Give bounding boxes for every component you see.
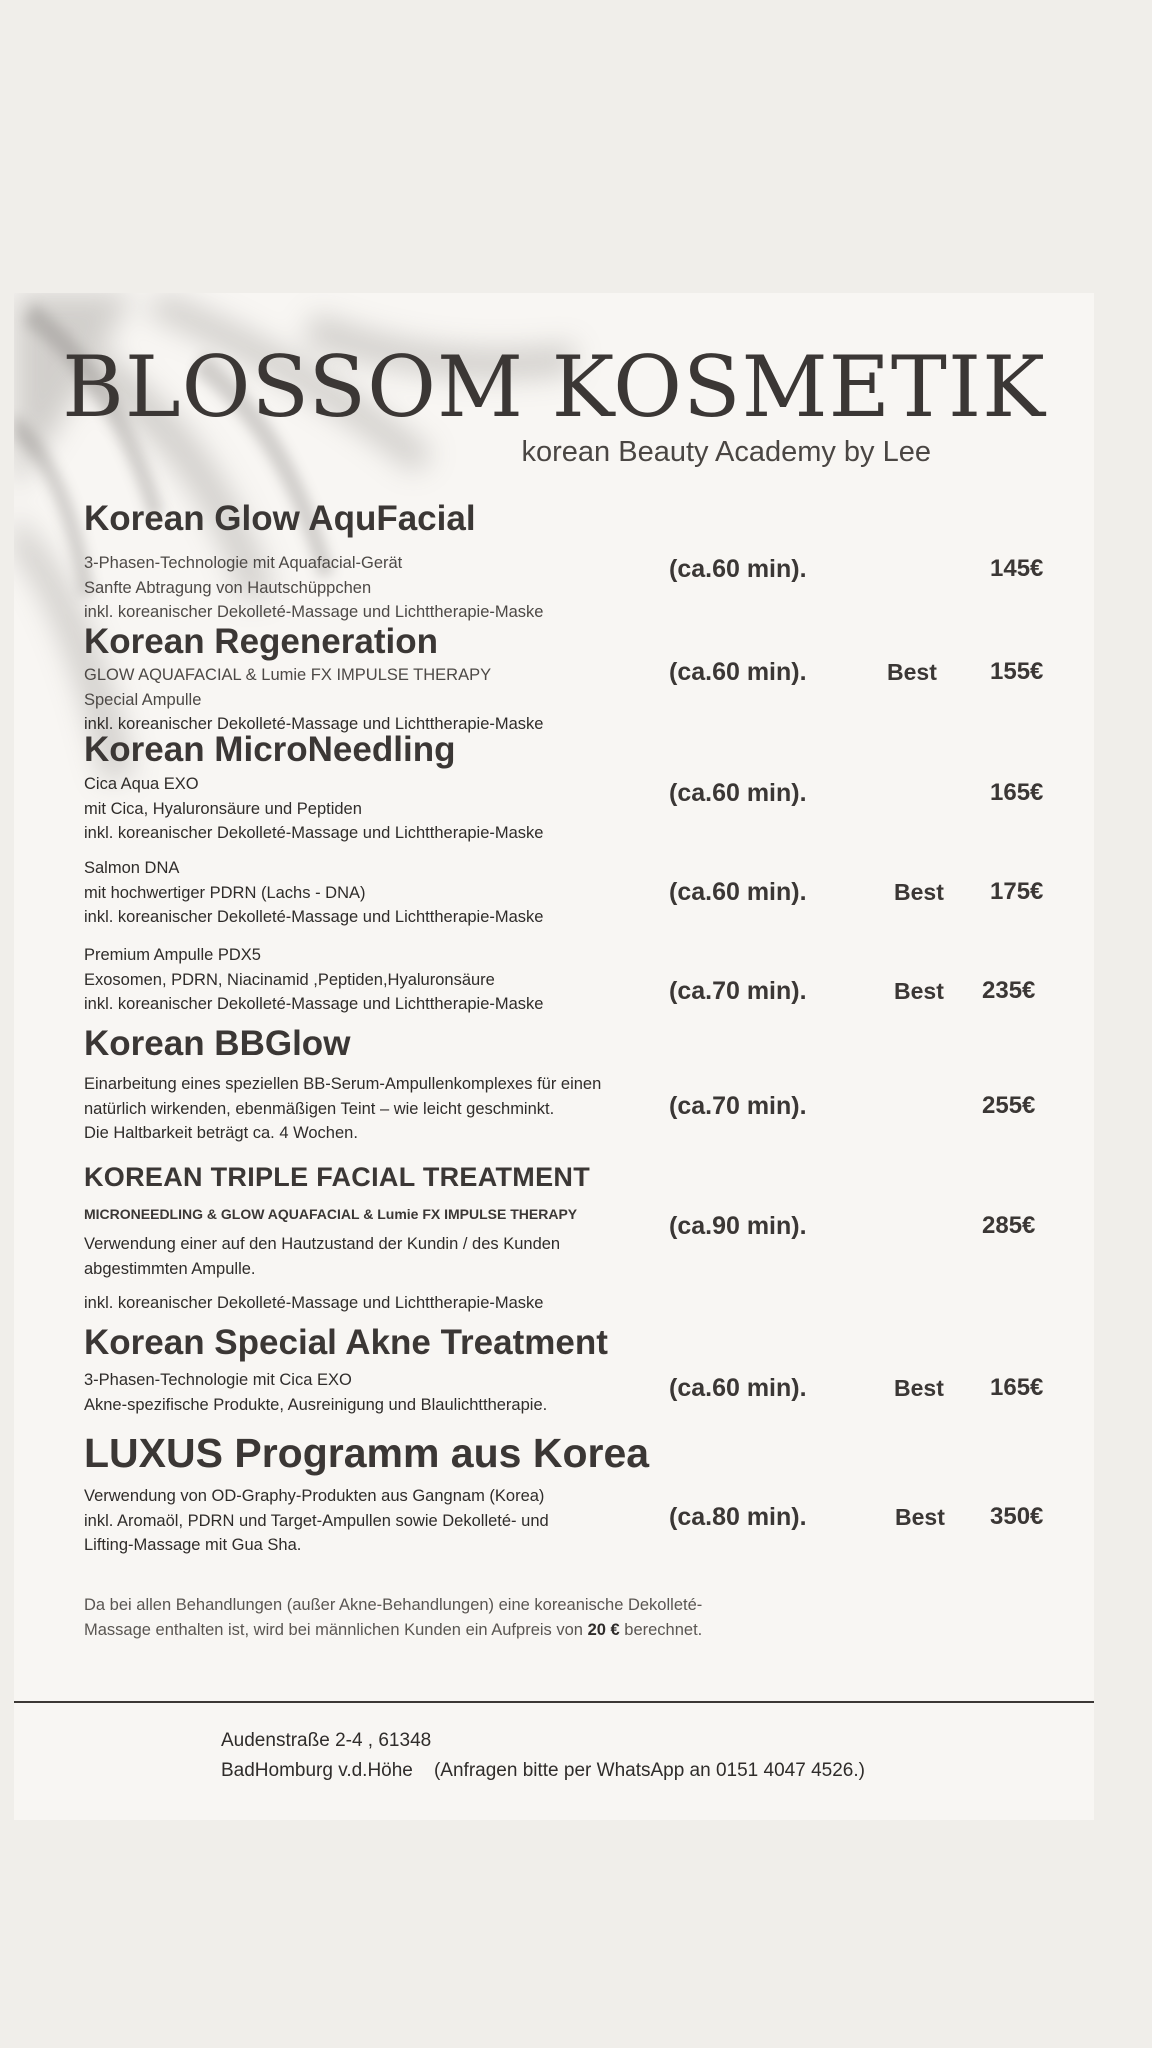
- note-line: Massage enthalten ist, wird bei männlichen Kunden ein Aufpreis von: [84, 1621, 588, 1639]
- note-line: Da bei allen Behandlungen (außer Akne-Behandlungen) eine koreanische Dekolleté-: [84, 1596, 703, 1614]
- description-line: inkl. Aromaöl, PDRN und Target-Ampullen sowie Dekolleté- und: [84, 1511, 549, 1530]
- description-line: Premium Ampulle PDX5: [84, 946, 261, 964]
- treatment-heading: Korean Regeneration: [84, 622, 438, 661]
- best-badge: Best: [894, 1375, 944, 1401]
- treatment-price: 165€: [990, 779, 1044, 806]
- description-line: Verwendung von OD-Graphy-Produkten aus Gangnam (Korea): [84, 1487, 545, 1505]
- description-line: Exosomen, PDRN, Niacinamid ,Peptiden,Hyaluronsäure: [84, 970, 495, 989]
- treatment-description: [84, 1484, 549, 1558]
- description-line: inkl. koreanischer Dekolleté-Massage und Lichttherapie-Maske: [84, 824, 544, 842]
- treatment-heading: Korean Glow AquFacial: [84, 499, 476, 538]
- description-line: Sanfte Abtragung von Hautschüppchen: [84, 578, 372, 597]
- treatment-price: 350€: [990, 1503, 1044, 1530]
- best-badge: Best: [895, 1504, 945, 1530]
- description-line: Einarbeitung eines speziellen BB-Serum-Ampullenkomplexes für einen: [84, 1075, 602, 1093]
- treatment-description: [84, 1232, 560, 1282]
- best-badge: Best: [894, 978, 944, 1004]
- footer-divider: [14, 1701, 1094, 1703]
- treatment-price: 255€: [982, 1092, 1036, 1119]
- description-line: inkl. koreanischer Dekolleté-Massage und Lichttherapie-Maske: [84, 995, 544, 1013]
- treatment-price: 235€: [982, 977, 1036, 1004]
- best-badge: Best: [887, 659, 937, 685]
- treatment-heading: LUXUS Programm aus Korea: [84, 1430, 650, 1476]
- description-line: natürlich wirkenden, ebenmäßigen Teint – wie leicht geschminkt.: [84, 1099, 555, 1118]
- treatment-description: [84, 663, 543, 737]
- best-badge: Best: [894, 879, 944, 905]
- treatment-description: [84, 772, 543, 846]
- description-line: mit Cica, Hyaluronsäure und Peptiden: [84, 799, 362, 818]
- treatment-duration: (ca.80 min).: [669, 1503, 807, 1531]
- treatment-description: [84, 1368, 547, 1417]
- surcharge-note: [84, 1593, 702, 1643]
- description-line: Die Haltbarkeit beträgt ca. 4 Wochen.: [84, 1124, 358, 1142]
- treatment-duration: (ca.90 min).: [669, 1212, 807, 1240]
- treatment-price: 155€: [990, 658, 1044, 685]
- treatment-duration: (ca.70 min).: [669, 1092, 807, 1120]
- description-line: 3-Phasen-Technologie mit Aquafacial-Gerät: [84, 554, 403, 572]
- treatment-price: 145€: [990, 555, 1044, 582]
- treatment-price: 285€: [982, 1212, 1036, 1239]
- surcharge-amount: 20 €: [587, 1621, 620, 1639]
- description-line: Cica Aqua EXO: [84, 775, 199, 793]
- treatment-duration: (ca.70 min).: [669, 977, 807, 1005]
- page-subtitle: korean Beauty Academy by Lee: [521, 436, 931, 468]
- treatment-description: [84, 1072, 601, 1146]
- description-line: Lifting-Massage mit Gua Sha.: [84, 1536, 302, 1554]
- description-line: inkl. koreanischer Dekolleté-Massage und Lichttherapie-Maske: [84, 715, 544, 733]
- treatment-description: [84, 943, 543, 1017]
- description-line: 3-Phasen-Technologie mit Cica EXO: [84, 1371, 352, 1389]
- treatment-description: [84, 856, 543, 930]
- description-line: Special Ampulle: [84, 690, 202, 709]
- price-list-card: [14, 293, 1094, 1820]
- page-title: BLOSSOM KOSMETIK: [62, 338, 1046, 436]
- footer-address: [221, 1726, 865, 1786]
- treatment-description: [84, 551, 543, 625]
- description-line: abgestimmten Ampulle.: [84, 1260, 256, 1278]
- treatment-duration: (ca.60 min).: [669, 555, 807, 583]
- treatment-heading: Korean BBGlow: [84, 1024, 351, 1063]
- description-line: Salmon DNA: [84, 859, 180, 877]
- treatment-duration: (ca.60 min).: [669, 779, 807, 807]
- note-line: berechnet.: [619, 1621, 703, 1639]
- description-line: Akne-spezifische Produkte, Ausreinigung und Blaulichttherapie.: [84, 1395, 548, 1414]
- treatment-extra-line: inkl. koreanischer Dekolleté-Massage und Lichttherapie-Maske: [84, 1294, 544, 1312]
- address-contact-line: BadHomburg v.d.Höhe (Anfragen bitte per WhatsApp an 0151 4047 4526.): [221, 1760, 865, 1781]
- treatment-heading: KOREAN TRIPLE FACIAL TREATMENT: [84, 1162, 590, 1192]
- description-line: GLOW AQUAFACIAL & Lumie FX IMPULSE THERAPY: [84, 666, 492, 684]
- description-line: mit hochwertiger PDRN (Lachs - DNA): [84, 883, 366, 902]
- description-line: inkl. koreanischer Dekolleté-Massage und Lichttherapie-Maske: [84, 908, 544, 926]
- treatment-heading: Korean MicroNeedling: [84, 730, 456, 769]
- treatment-price: 175€: [990, 878, 1044, 905]
- treatment-heading: Korean Special Akne Treatment: [84, 1323, 608, 1362]
- treatment-subheading: MICRONEEDLING & GLOW AQUAFACIAL & Lumie FX IMPULSE THERAPY: [84, 1206, 578, 1222]
- description-line: Verwendung einer auf den Hautzustand der Kundin / des Kunden: [84, 1235, 561, 1253]
- treatment-duration: (ca.60 min).: [669, 658, 807, 686]
- description-line: inkl. koreanischer Dekolleté-Massage und Lichttherapie-Maske: [84, 603, 544, 621]
- treatment-price: 165€: [990, 1374, 1044, 1401]
- treatment-duration: (ca.60 min).: [669, 1374, 807, 1402]
- address-line: Audenstraße 2-4 , 61348: [221, 1730, 432, 1751]
- treatment-duration: (ca.60 min).: [669, 878, 807, 906]
